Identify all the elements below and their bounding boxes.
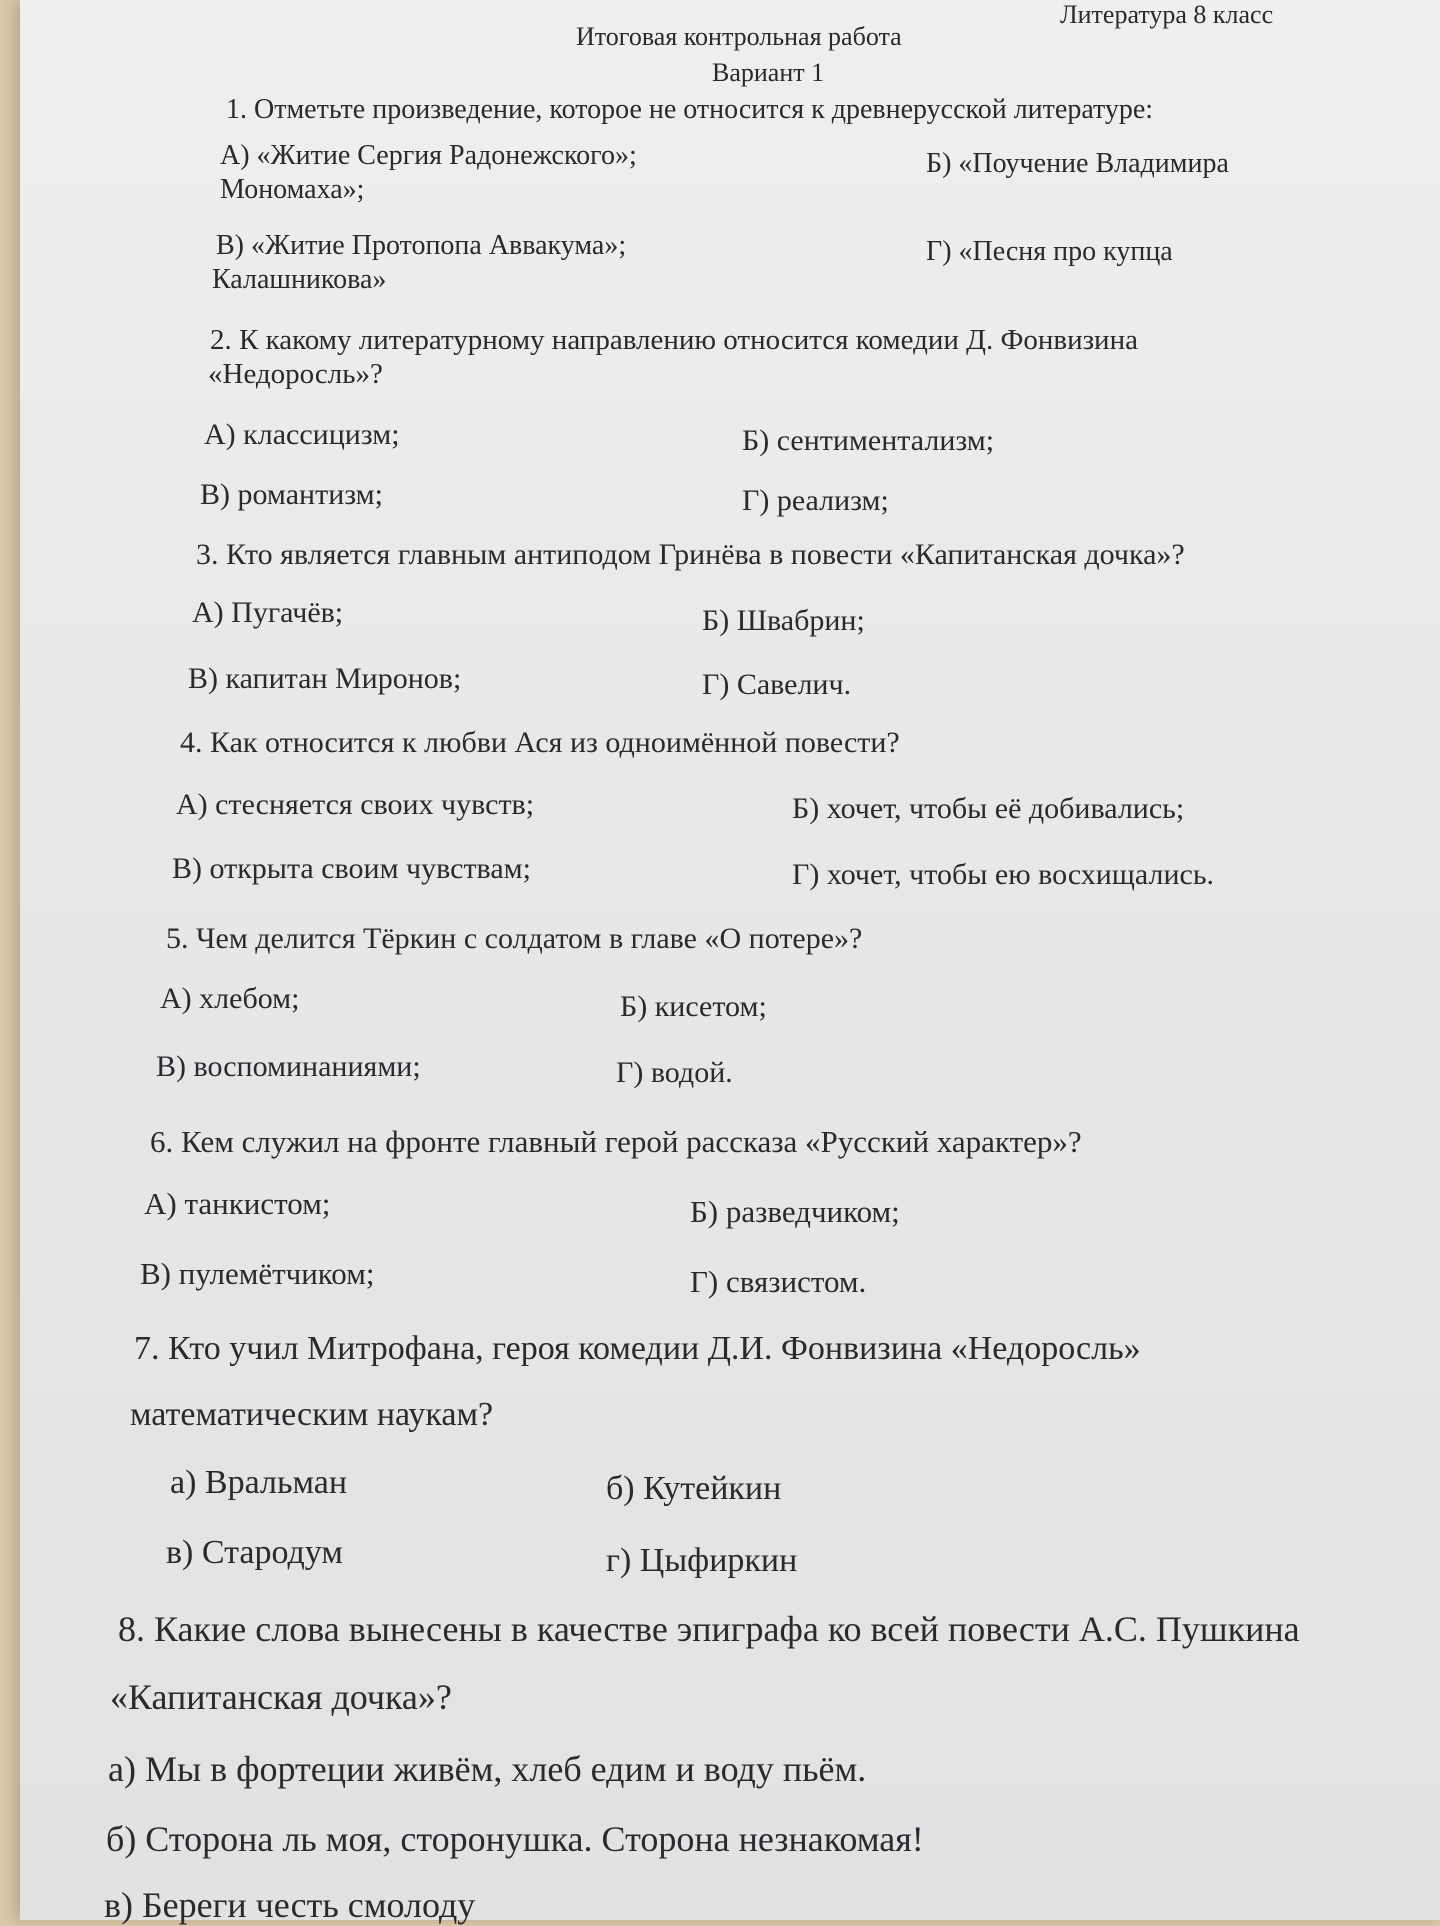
question-7-cont: математическим наукам? [130, 1396, 494, 1433]
q4-option-b: Б) хочет, чтобы её добивались; [792, 792, 1185, 825]
q4-option-a: А) стесняется своих чувств; [176, 788, 535, 821]
question-8: 8. Какие слова вынесены в качестве эпиграфа ко всей повести А.С. Пушкина [118, 1609, 1300, 1649]
question-8-cont: «Капитанская дочка»? [110, 1677, 452, 1717]
q3-option-b: Б) Швабрин; [702, 604, 865, 637]
question-4: 4. Как относится к любви Ася из одноимённой повести? [180, 726, 900, 759]
q5-option-a: А) хлебом; [160, 982, 300, 1015]
q1-option-g-cont: Калашникова» [212, 264, 387, 295]
q8-option-b: б) Сторона ль моя, сторонушка. Сторона незнакомая! [106, 1819, 924, 1859]
question-2-cont: «Недоросль»? [208, 358, 383, 390]
q3-option-g: Г) Савелич. [702, 668, 852, 701]
question-1: 1. Отметьте произведение, которое не относится к древнерусской литературе: [226, 94, 1154, 125]
q3-option-a: А) Пугачёв; [192, 596, 344, 629]
q2-option-a: А) классицизм; [204, 418, 400, 451]
q2-option-v: В) романтизм; [200, 478, 383, 511]
q7-option-b: б) Кутейкин [606, 1470, 782, 1507]
q2-option-g: Г) реализм; [742, 484, 889, 517]
variant-label: Вариант 1 [712, 58, 825, 87]
q7-option-g: г) Цыфиркин [606, 1542, 798, 1579]
q6-option-b: Б) разведчиком; [690, 1194, 900, 1229]
question-6: 6. Кем служил на фронте главный герой рассказа «Русский характер»? [150, 1124, 1082, 1159]
q6-option-v: В) пулемётчиком; [140, 1256, 375, 1291]
question-7: 7. Кто учил Митрофана, героя комедии Д.И. Фонвизина «Недоросль» [134, 1330, 1141, 1367]
q1-option-b: Б) «Поучение Владимира [926, 148, 1229, 179]
q8-option-v: в) Береги честь смолоду [104, 1885, 476, 1925]
q6-option-a: А) танкистом; [144, 1186, 331, 1221]
q3-option-v: В) капитан Миронов; [188, 662, 462, 695]
test-sheet [20, 0, 1440, 1925]
q1-option-v: В) «Житие Протопопа Аввакума»; [216, 230, 627, 261]
question-5: 5. Чем делится Тёркин с солдатом в главе «О потере»? [166, 922, 863, 955]
page-title: Итоговая контрольная работа [576, 22, 902, 51]
question-3: 3. Кто является главным антиподом Гринёва в повести «Капитанская дочка»? [196, 538, 1185, 571]
q7-option-a: а) Вральман [170, 1464, 348, 1501]
subject-label: Литература 8 класс [1060, 0, 1274, 29]
q1-option-b-cont: Мономаха»; [220, 174, 365, 205]
q5-option-b: Б) кисетом; [620, 990, 767, 1023]
q6-option-g: Г) связистом. [690, 1264, 867, 1299]
q7-option-v: в) Стародум [166, 1534, 343, 1571]
q1-option-g: Г) «Песня про купца [926, 236, 1173, 267]
q5-option-g: Г) водой. [616, 1056, 733, 1089]
q1-option-a: А) «Житие Сергия Радонежского»; [220, 140, 637, 171]
q5-option-v: В) воспоминаниями; [156, 1050, 421, 1083]
q4-option-g: Г) хочет, чтобы ею восхищались. [792, 858, 1215, 891]
q2-option-b: Б) сентиментализм; [742, 424, 995, 457]
q4-option-v: В) открыта своим чувствам; [172, 852, 531, 885]
question-2: 2. К какому литературному направлению относится комедии Д. Фонвизина [210, 324, 1138, 356]
q8-option-a: а) Мы в фортеции живём, хлеб едим и воду пьём. [108, 1749, 867, 1789]
